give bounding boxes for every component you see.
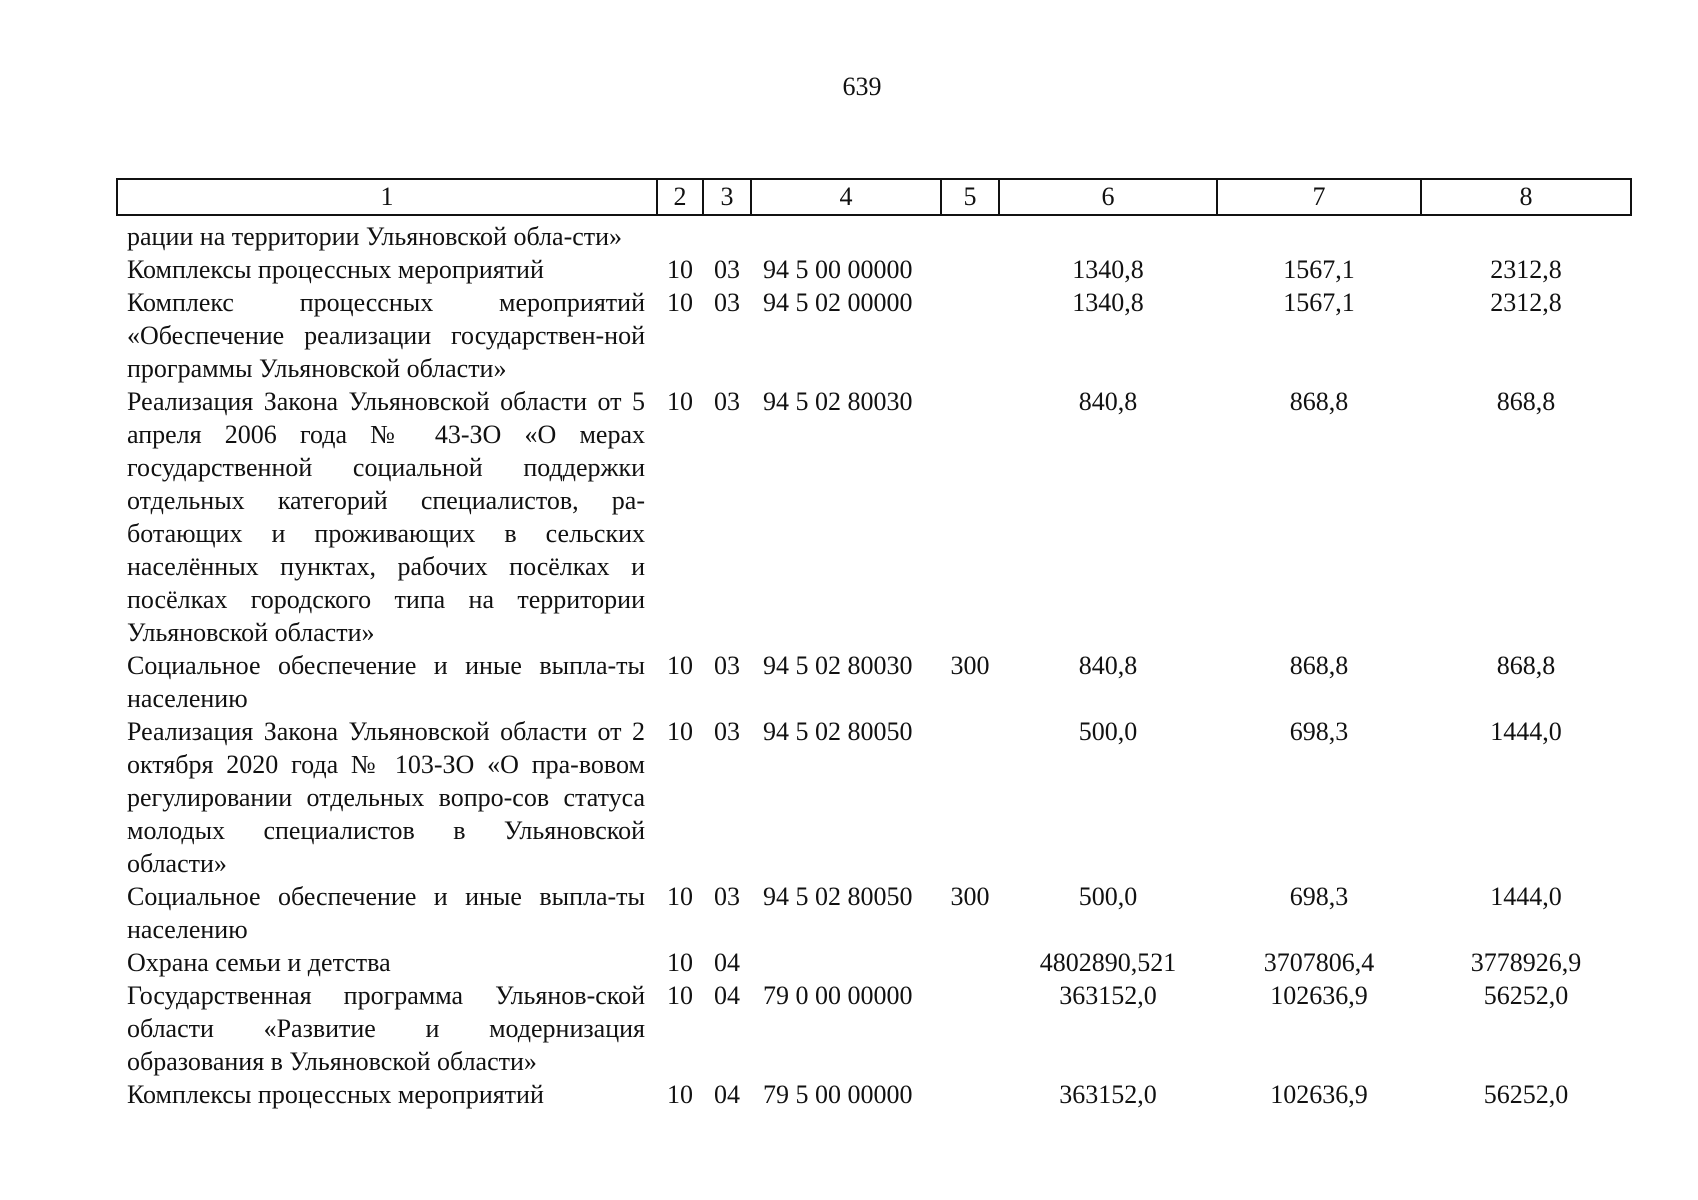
row-section: 10	[667, 948, 693, 977]
row-name: Комплексы процессных мероприятий	[127, 255, 544, 284]
row-amount-col8: 2312,8	[1490, 288, 1562, 317]
row-amount-col6: 840,8	[1078, 651, 1138, 680]
row-name: Социальное обеспечение и иные выпла-ты населению	[127, 882, 645, 944]
row-amount-col8: 56252,0	[1483, 981, 1569, 1010]
row-expense-type	[941, 946, 999, 979]
row-expense-type	[941, 1078, 999, 1111]
row-name: Социальное обеспечение и иные выпла-ты населению	[127, 651, 645, 713]
header-col-7: 7	[1217, 179, 1421, 215]
row-amount-col8: 1444,0	[1490, 717, 1562, 746]
row-amount-col7: 3707806,4	[1263, 948, 1375, 977]
row-section: 10	[667, 255, 693, 284]
table-header	[117, 179, 1631, 215]
row-target-article	[751, 215, 941, 253]
row-amount-col7: 868,8	[1289, 651, 1349, 680]
row-amount-col8: 56252,0	[1483, 1080, 1569, 1109]
table-row	[117, 880, 1631, 946]
row-target-article: 94 5 00 00000	[763, 255, 913, 284]
row-target-article	[751, 946, 941, 979]
row-subsection: 03	[714, 255, 740, 284]
header-col-4: 4	[751, 179, 941, 215]
row-amount-col7: 698,3	[1289, 717, 1349, 746]
row-amount-col7: 868,8	[1289, 387, 1349, 416]
row-expense-type	[941, 715, 999, 880]
row-subsection: 03	[714, 387, 740, 416]
row-subsection: 04	[714, 1080, 740, 1109]
budget-table	[116, 178, 1632, 1111]
row-amount-col6: 500,0	[1078, 717, 1138, 746]
row-section: 10	[667, 651, 693, 680]
row-section: 10	[667, 717, 693, 746]
row-name: Комплексы процессных мероприятий	[127, 1080, 544, 1109]
row-amount-col6: 363152,0	[1059, 981, 1157, 1010]
row-name: Комплекс процессных мероприятий «Обеспечение реализации государствен-ной программы Ульяновской области»	[127, 288, 645, 383]
table-row	[117, 715, 1631, 880]
row-expense-type	[941, 253, 999, 286]
row-expense-type: 300	[950, 882, 990, 911]
table-row	[117, 1078, 1631, 1111]
row-expense-type	[941, 286, 999, 385]
row-amount-col8: 3778926,9	[1470, 948, 1582, 977]
row-amount-col8: 868,8	[1496, 651, 1556, 680]
header-col-1: 1	[117, 179, 657, 215]
row-subsection: 03	[714, 717, 740, 746]
row-subsection: 03	[714, 651, 740, 680]
row-amount-col7	[1217, 215, 1421, 253]
header-col-6: 6	[999, 179, 1217, 215]
row-subsection: 03	[714, 882, 740, 911]
header-col-2: 2	[657, 179, 703, 215]
row-section: 10	[667, 1080, 693, 1109]
table-row	[117, 385, 1631, 649]
row-target-article: 79 5 00 00000	[763, 1080, 913, 1109]
table-row	[117, 215, 1631, 253]
row-section: 10	[667, 288, 693, 317]
row-amount-col8	[1421, 215, 1631, 253]
row-subsection: 03	[714, 288, 740, 317]
row-amount-col6	[999, 215, 1217, 253]
table-row	[117, 253, 1631, 286]
row-target-article: 94 5 02 80030	[763, 651, 913, 680]
row-amount-col8: 868,8	[1496, 387, 1556, 416]
row-name: Реализация Закона Ульяновской области от 2 октября 2020 года № 103-ЗО «О пра-вовом регулировании отдельных вопро-сов статуса молодых специалистов в Ульяновской области»	[127, 717, 645, 878]
row-target-article: 94 5 02 80050	[763, 717, 913, 746]
row-section	[657, 215, 703, 253]
row-amount-col6: 1340,8	[1072, 288, 1144, 317]
table-body	[117, 215, 1631, 1111]
row-amount-col7: 1567,1	[1283, 255, 1355, 284]
row-expense-type	[941, 385, 999, 649]
table-row	[117, 946, 1631, 979]
row-name: Охрана семьи и детства	[127, 948, 391, 977]
row-expense-type: 300	[950, 651, 990, 680]
header-col-3: 3	[703, 179, 751, 215]
row-target-article: 94 5 02 80030	[763, 387, 913, 416]
row-subsection: 04	[714, 948, 740, 977]
row-section: 10	[667, 882, 693, 911]
row-target-article: 79 0 00 00000	[763, 981, 913, 1010]
row-amount-col6: 363152,0	[1059, 1080, 1157, 1109]
row-name: Реализация Закона Ульяновской области от 5 апреля 2006 года № 43-ЗО «О мерах государственной социальной поддержки отдельных категорий специалистов, ра-ботающих и проживающих в сельских населённых пунктах, рабочих посёлках и посёлках городского типа на территории Ульяновской области»	[127, 387, 645, 647]
header-col-8: 8	[1421, 179, 1631, 215]
row-section: 10	[667, 981, 693, 1010]
table-row	[117, 286, 1631, 385]
table-row	[117, 979, 1631, 1078]
row-name: рации на территории Ульяновской обла-сти»	[127, 222, 623, 251]
header-col-5: 5	[941, 179, 999, 215]
row-expense-type	[941, 979, 999, 1078]
row-amount-col8: 2312,8	[1490, 255, 1562, 284]
row-amount-col7: 698,3	[1289, 882, 1349, 911]
row-section: 10	[667, 387, 693, 416]
row-target-article: 94 5 02 00000	[763, 288, 913, 317]
row-expense-type	[941, 215, 999, 253]
row-amount-col7: 102636,9	[1270, 981, 1368, 1010]
header-row	[117, 179, 1631, 215]
row-amount-col8: 1444,0	[1490, 882, 1562, 911]
table-row	[117, 649, 1631, 715]
row-subsection: 04	[714, 981, 740, 1010]
row-amount-col7: 1567,1	[1283, 288, 1355, 317]
page-number: 639	[842, 72, 882, 101]
row-amount-col7: 102636,9	[1270, 1080, 1368, 1109]
row-amount-col6: 500,0	[1078, 882, 1138, 911]
row-target-article: 94 5 02 80050	[763, 882, 913, 911]
row-amount-col6: 840,8	[1078, 387, 1138, 416]
row-amount-col6: 1340,8	[1072, 255, 1144, 284]
row-name: Государственная программа Ульянов-ской области «Развитие и модернизация образования в Ульяновской области»	[127, 981, 645, 1076]
row-subsection	[703, 215, 751, 253]
row-amount-col6: 4802890,521	[1039, 948, 1177, 977]
